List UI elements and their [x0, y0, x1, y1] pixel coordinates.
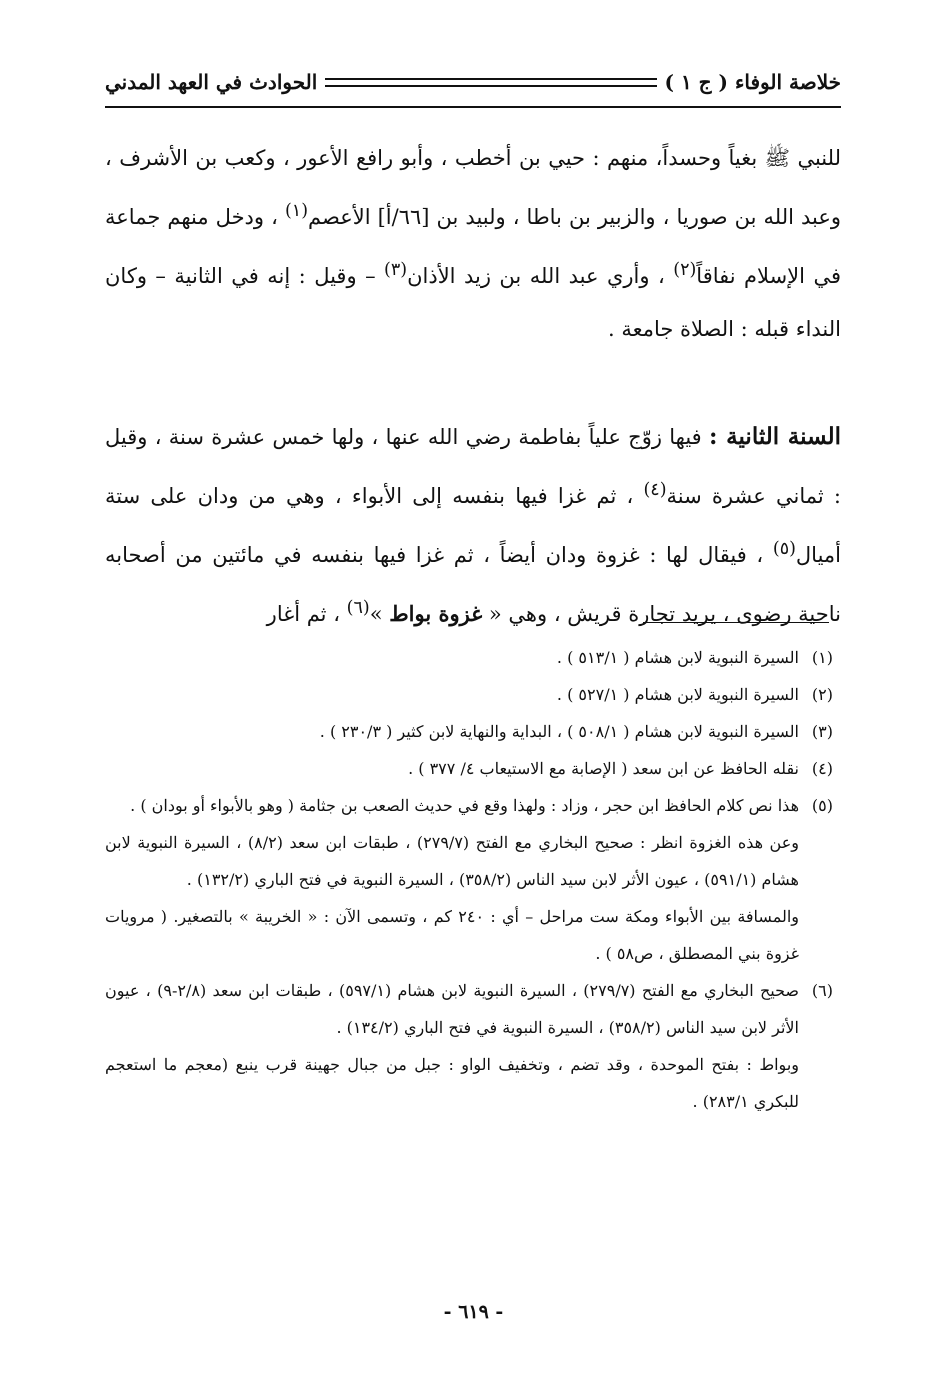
- footnote-6: [105, 972, 833, 1120]
- para2-line2a: سنة ، وقيل : ثماني عشرة سنة: [105, 425, 841, 508]
- para2-line4b: »: [369, 602, 390, 626]
- footnote-text: السيرة النبوية لابن هشام ( ٥١٣/١ ) .: [556, 648, 799, 667]
- footnote-ref-5[interactable]: (٥): [772, 539, 796, 559]
- para2-line3b: ، فيقال لها : غزوة ودان أيضاً ، ثم غزا فيها بنفسه في مائتين من: [175, 543, 773, 567]
- footnote-2: [105, 676, 833, 713]
- para2-line3a: على ستة أميال: [105, 484, 841, 567]
- main-text: [105, 132, 841, 641]
- footnotes: [105, 639, 833, 1120]
- paragraph-1: [105, 132, 841, 356]
- para1-line1: للنبي ﷺ بغياً وحسداً، منهم : حيي بن أخطب ، وأبو رافع الأعور ، وكعب بن: [195, 146, 841, 170]
- header-underline: [105, 106, 841, 108]
- footnote-ref-1[interactable]: (١): [284, 201, 309, 221]
- footnote-4: [105, 750, 833, 787]
- section-heading: السنة الثانية :: [709, 423, 841, 450]
- chapter-title: الحوادث في العهد المدني: [105, 70, 318, 94]
- para2-line2b: ، ثم غزا فيها بنفسه إلى الأبواء ، وهي من ودان: [197, 484, 644, 508]
- footnote-separator: [643, 622, 829, 623]
- footnote-ref-4[interactable]: (٤): [643, 480, 667, 500]
- footnote-text: صحيح البخاري مع الفتح (٢٧٩/٧) ، السيرة النبوية لابن هشام (٥٩٧/١) ، طبقات ابن سعد (٢/٨-٩) ، عيون الأثر لابن سيد الناس (٣٥٨/٢) ، السيرة النبوية في فتح الباري (١٣٤/٢) .: [105, 981, 800, 1037]
- para2-line4c: ، ثم أغار: [266, 602, 347, 626]
- footnote-number: (٢): [811, 685, 833, 704]
- footnote-number: (٣): [811, 722, 833, 741]
- para1-line2-end: ،: [271, 205, 285, 229]
- book-title: خلاصة الوفاء ( ج ١ ): [664, 70, 841, 94]
- footnote-1: [105, 639, 833, 676]
- footnote-3: [105, 713, 833, 750]
- footnote-text: والمسافة بين الأبواء ومكة ست مراحل – أي : ٢٤٠ كم ، وتسمى الآن : « الخريبة » بالتصغير. ( مرويات غزوة بني المصطلق ، ص٥٨ ) .: [105, 907, 799, 963]
- footnote-text: نقله الحافظ عن ابن سعد ( الإصابة مع الاستيعاب ٤/ ٣٧٧ ) .: [408, 759, 799, 778]
- para1-line4: إنه في الثانية – وكان النداء قبله : الصلاة جامعة .: [105, 264, 841, 341]
- footnote-number: (٤): [811, 759, 833, 778]
- footnote-ref-2[interactable]: (٢): [673, 260, 697, 280]
- footnote-text: السيرة النبوية لابن هشام ( ٥٠٨/١ ) ، البداية والنهاية لابن كثير ( ٢٣٠/٣ ) .: [319, 722, 799, 741]
- footnote-number: (٦): [811, 981, 833, 1000]
- footnote-text: هذا نص كلام الحافظ ابن حجر ، وزاد : ولهذا وقع في حديث الصعب بن جثامة ( وهو بالأبواء أو بودان ) .: [130, 796, 799, 815]
- para1-line3c: – وقيل :: [298, 264, 385, 288]
- para1-line3b: ، وأري عبد الله بن زيد الأذان: [407, 264, 674, 288]
- footnote-ref-3[interactable]: (٣): [384, 260, 408, 280]
- page-number: - ٦١٩ -: [443, 1301, 504, 1323]
- footnote-text: وبواط : بفتح الموحدة ، وقد تضم ، وتخفيف الواو : جبل من جبال جهينة قرب ينبع (معجم ما استعجم للبكري ٢٨٣/١) .: [105, 1055, 800, 1111]
- footnote-text: وعن هذه الغزوة انظر : صحيح البخاري مع الفتح (٢٧٩/٧) ، طبقات ابن سعد (٨/٢) ، السيرة النبوية لابن هشام (٥٩١/١) ، عيون الأثر لابن سيد الناس (٣٥٨/٢) ، السيرة النبوية في فتح الباري (١٣٢/٢) .: [105, 833, 799, 889]
- paragraph-2: [105, 410, 841, 641]
- para1-line2: الأشرف ، وعبد الله بن صوريا ، والزبير بن باطا ، ولبيد بن [٦٦/أ] الأعصم: [105, 146, 842, 229]
- header-double-rule: [325, 78, 656, 87]
- footnote-5: [105, 787, 833, 972]
- para2-line1: فيها زوّج علياً بفاطمة رضي الله عنها ، ولها خمس عشرة: [211, 425, 710, 449]
- para1-line3a: ودخل منهم جماعة في الإسلام نفاقاً: [105, 205, 841, 288]
- footnote-number: (٥): [811, 796, 833, 815]
- footnote-text: السيرة النبوية لابن هشام ( ٥٢٧/١ ) .: [556, 685, 799, 704]
- para2-line4a: أصحابه ناحية رضوى ، يريد تجارة قريش ، وهي «: [105, 543, 841, 626]
- ghazwa-buwat-term: غزوة بواط: [389, 601, 483, 626]
- footnote-number: (١): [811, 648, 833, 667]
- footnote-ref-6[interactable]: (٦): [346, 598, 370, 618]
- running-header: [105, 60, 841, 104]
